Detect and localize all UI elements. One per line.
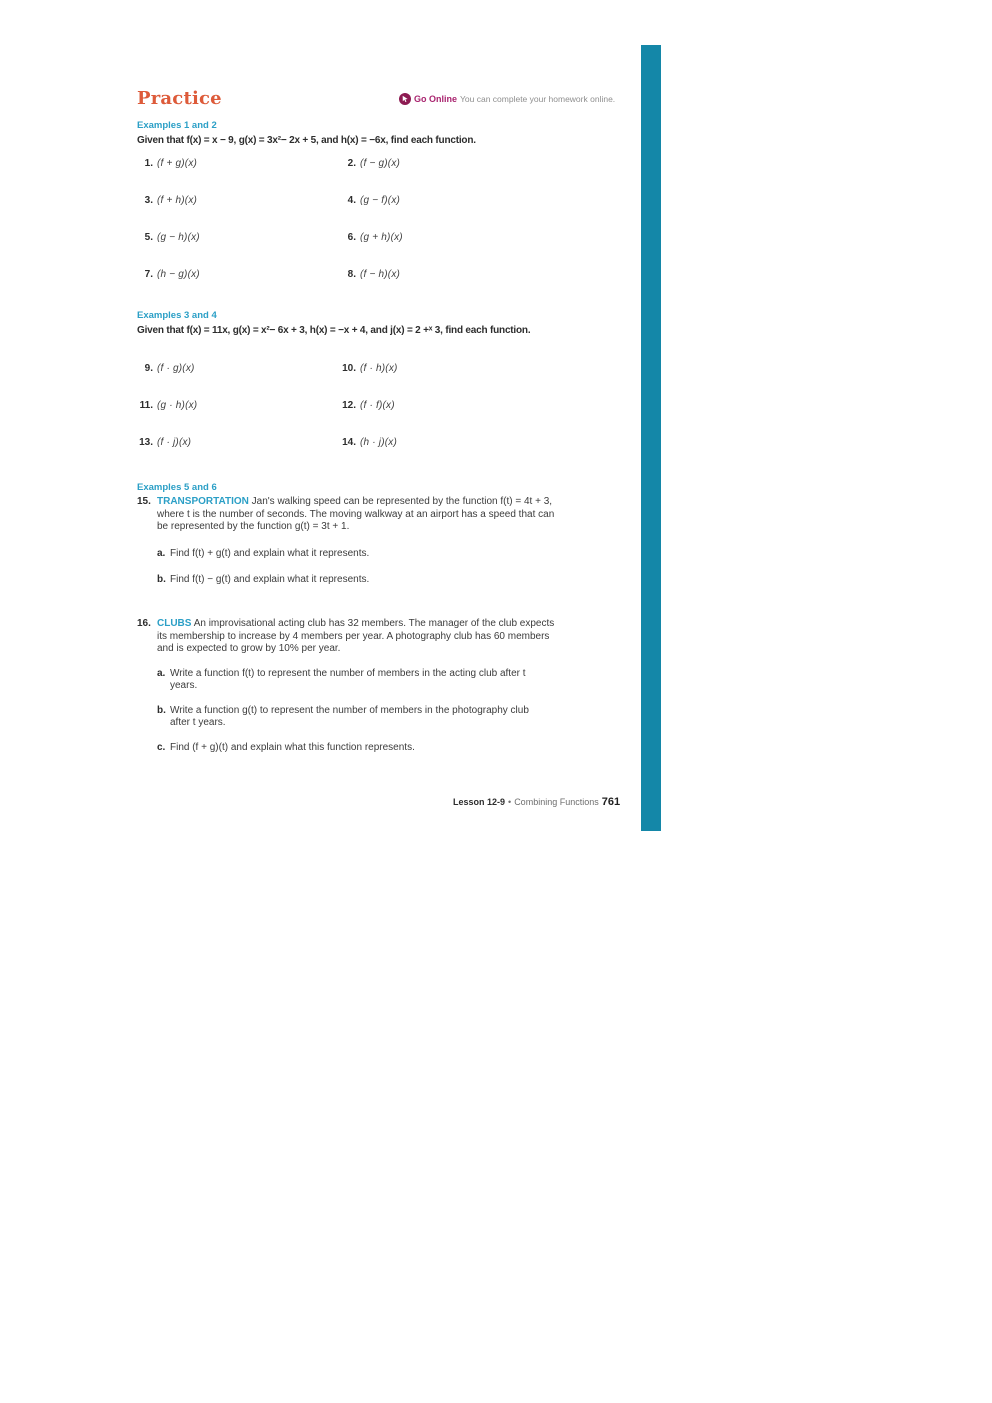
problem-13 [137,437,340,474]
chapter-title: Combining Functions [514,797,599,807]
problem-number: 12. [342,400,356,411]
part-label: b. [157,704,166,716]
problem-expression: (h · j)(x) [360,437,397,448]
problem-expression: (g − f)(x) [360,195,401,206]
problem-expression: (h − g)(x) [157,269,200,280]
problem-2 [340,158,590,195]
problem-number: 10. [342,363,356,374]
problem-8 [340,269,590,306]
problem-expression: (f · f)(x) [360,400,395,411]
problem-expression: (g · h)(x) [157,400,198,411]
problem-1 [137,158,340,195]
problem-16-part-a [157,668,555,693]
given-statement-2: Given that f(x) = 11x, g(x) = x²− 6x + 3, h(x) = −x + 4, and j(x) = 2 +ˣ 3, find each function. [137,325,531,336]
problem-expression: (f + h)(x) [157,195,198,206]
page-number: 761 [601,796,621,808]
go-online-message: You can complete your homework online. [460,94,616,104]
page-title: Practice [137,88,222,109]
part-text: Write a function f(t) to represent the number of members in the acting club after t years. [170,667,526,691]
problem-11 [137,400,340,437]
problem-number: 7. [144,269,153,280]
problem-number: 2. [347,158,356,169]
part-text: Find f(t) + g(t) and explain what it represents. [170,547,370,559]
part-text: Find f(t) − g(t) and explain what it represents. [170,574,370,585]
part-label: c. [157,741,166,753]
problem-expression: (g − h)(x) [157,232,200,243]
problem-expression: (g + h)(x) [360,232,403,243]
section-heading-examples-5-6: Examples 5 and 6 [137,482,217,493]
problem-number: 5. [144,232,153,243]
section-heading-examples-3-4: Examples 3 and 4 [137,310,217,321]
problem-number: 4. [347,195,356,206]
problem-list-1-8 [137,158,590,306]
part-label: a. [157,547,166,559]
problem-number: 6. [347,232,356,243]
problem-15-statement [157,496,555,534]
section-heading-examples-1-2: Examples 1 and 2 [137,120,217,131]
problem-10 [340,363,590,400]
problem-12 [340,400,590,437]
problem-4 [340,195,590,232]
problem-16-part-b [157,705,555,730]
lesson-label: Lesson 12-9 [453,797,506,807]
problem-5 [137,232,340,269]
cursor-icon [399,93,411,105]
page-footer [453,796,620,808]
problem-14 [340,437,590,474]
problem-number: 3. [144,195,153,206]
given-statement-1: Given that f(x) = x − 9, g(x) = 3x²− 2x + 5, and h(x) = −6x, find each function. [137,135,476,146]
problem-6 [340,232,590,269]
problem-15-part-b [157,574,555,587]
problem-7 [137,269,340,306]
problem-expression: (f · j)(x) [157,437,192,448]
problem-number: 13. [139,437,153,448]
footer-separator: • [508,797,512,807]
problem-number: 14. [342,437,356,448]
problem-body: An improvisational acting club has 32 members. The manager of the club expects its membership to increase by 4 members per year. A photography club has 60 members and is expected to grow by 10% per year. [157,618,555,654]
part-label: a. [157,667,166,679]
problem-3 [137,195,340,232]
problem-body: Jan's walking speed can be represented by the function f(t) = 4t + 3, where t is the number of seconds. The moving walkway at an airport has a speed that can be represented by the function g(t) = 3t + 1. [157,496,555,532]
problem-list-9-14 [137,363,590,474]
problem-tag: CLUBS [157,618,192,629]
problem-expression: (f · h)(x) [360,363,398,374]
go-online-banner[interactable] [399,93,615,105]
problem-number: 16. [137,618,151,629]
problem-number: 1. [144,158,153,169]
go-online-label: Go Online [414,94,458,104]
problem-number: 15. [137,496,151,507]
problem-15-part-a [157,548,555,561]
problem-number: 8. [347,269,356,280]
chapter-tab-bar [641,45,661,831]
problem-expression: (f − h)(x) [360,269,401,280]
problem-expression: (f · g)(x) [157,363,195,374]
problem-number: 11. [139,400,153,411]
problem-15 [137,496,555,587]
problem-16-part-c [157,742,555,755]
problem-9 [137,363,340,400]
problem-expression: (f − g)(x) [360,158,401,169]
part-text: Find (f + g)(t) and explain what this function represents. [170,741,415,753]
problem-tag: TRANSPORTATION [157,496,249,507]
part-label: b. [157,574,166,585]
problem-expression: (f + g)(x) [157,158,198,169]
problem-number: 9. [144,363,153,374]
problem-16-statement [157,618,555,656]
part-text: Write a function g(t) to represent the number of members in the photography club after t years. [170,704,529,728]
problem-16 [137,618,555,754]
